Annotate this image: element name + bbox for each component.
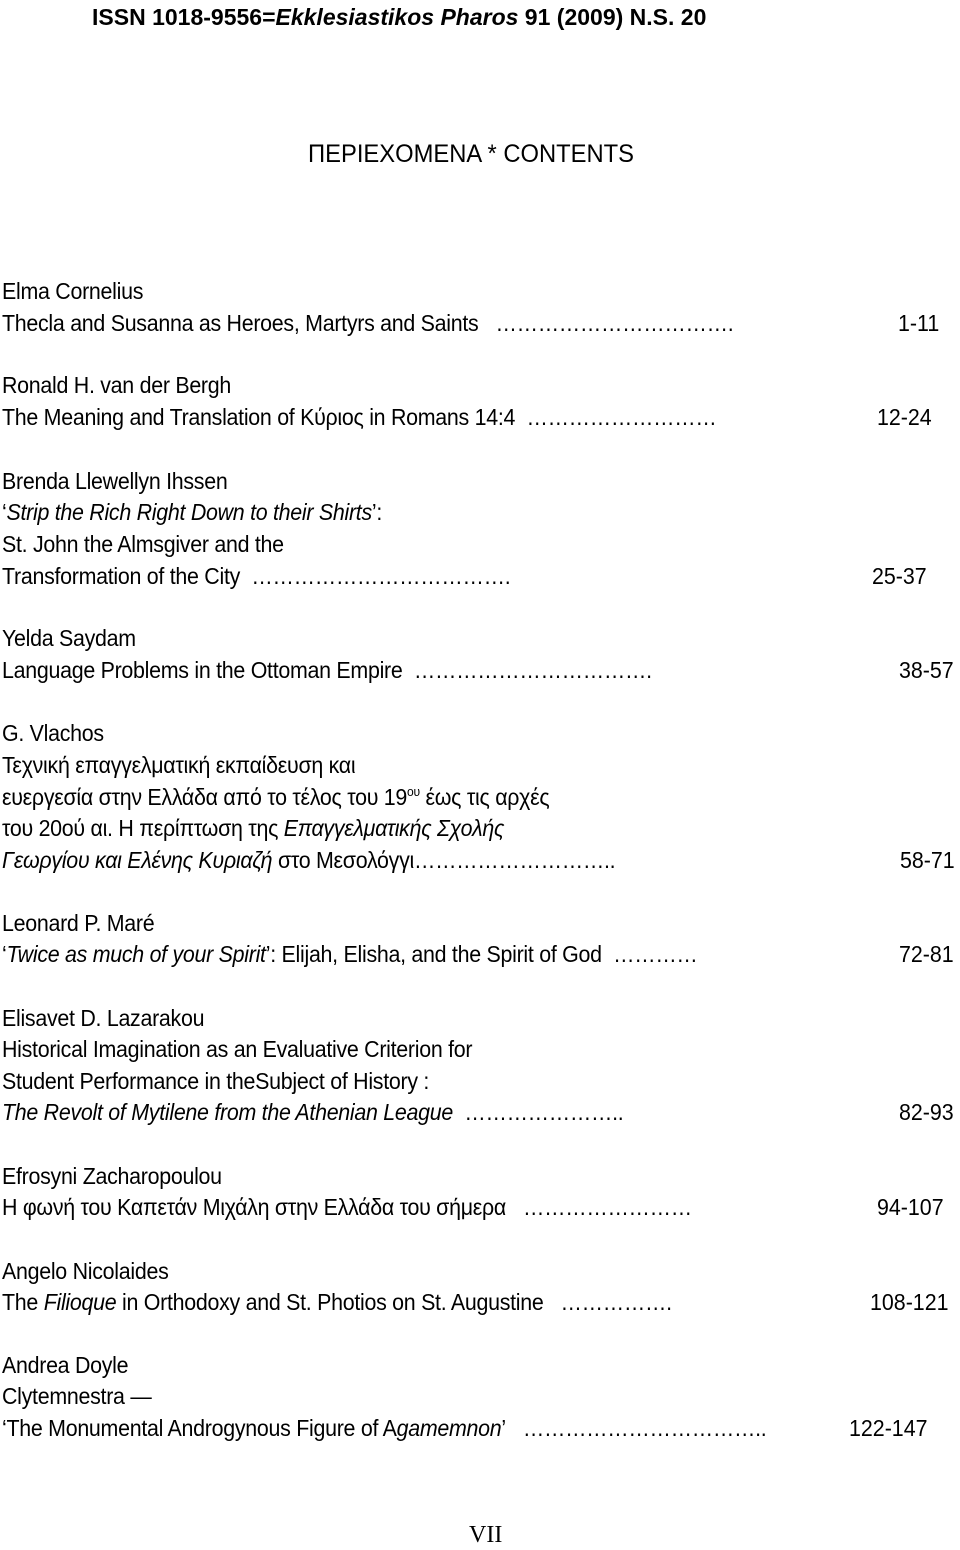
issn: ISSN 1018-9556= [92,4,276,30]
entry-pages: 58-71 [900,847,955,873]
issue-info: 91 (2009) N.S. 20 [518,4,707,30]
entry-title: Language Problems in the Ottoman Empire ……………………………. [2,657,652,683]
entry-title-line: Γεωργίου και Ελένης Κυριαζή στο Μεσολόγγι……………………….. [2,847,616,873]
entry-author: Elisavet D. Lazarakou [2,1005,205,1031]
entry-title-line: St. John the Almsgiver and the [2,531,284,557]
entry-title-line: Transformation of the City ………………………………. [2,563,511,589]
entry-pages: 108-121 [870,1289,949,1315]
entry-pages: 38-57 [899,657,954,683]
entry-title: Historical Imagination as an Evaluative Criterion for [2,1036,473,1062]
entry-title: Thecla and Susanna as Heroes, Martyrs and Saints ……………………………. [2,310,734,336]
entry-pages: 122-147 [849,1415,928,1441]
entry-title: ‘Twice as much of your Spirit’: Elijah, Elisha, and the Spirit of God ………… [2,941,698,967]
leader-dots: ……………………………. [495,310,734,336]
journal-header [92,2,706,32]
entry-author: Angelo Nicolaides [2,1258,169,1284]
entry-pages: 94-107 [877,1194,944,1220]
entry-title-line: The Revolt of Mytilene from the Athenian League ………………….. [2,1099,624,1125]
leader-dots: …………………………….. [522,1415,767,1441]
entry-title-line: του 20ού αι. Η περίπτωση της Επαγγελματικής Σχολής [2,815,505,841]
page-title: ΠΕΡΙΕΧΟΜΕΝΑ * CONTENTS [308,140,634,168]
entry-title: ‘Strip the Rich Right Down to their Shirts’: [2,499,383,525]
entry-author: Efrosyni Zacharopoulou [2,1163,222,1189]
entry-pages: 12-24 [877,404,932,430]
entry-title: The Meaning and Translation of Κύριος in Romans 14:4 ……………………… [2,404,717,430]
journal-name: Ekklesiastikos Pharos [275,4,519,30]
entry-author: Leonard P. Maré [2,910,155,936]
leader-dots: ………………………………. [251,563,511,589]
entry-author: Andrea Doyle [2,1352,129,1378]
leader-dots: ……………………………. [413,657,652,683]
leader-dots: ……………………… [526,404,717,430]
leader-dots: ……………. [560,1289,672,1315]
leader-dots: ………………….. [464,1099,624,1125]
entry-title: Τεχνική επαγγελματική εκπαίδευση και [2,752,356,778]
entry-author: Yelda Saydam [2,625,136,651]
entry-pages: 25-37 [872,563,927,589]
entry-title-line: Student Performance in theSubject of History : [2,1068,430,1094]
entry-title-line: ‘The Monumental Androgynous Figure of Agamemnon’ …………………………….. [2,1415,767,1441]
entry-title: Clytemnestra — [2,1383,152,1409]
leader-dots: ……………………….. [413,847,616,873]
entry-title: Η φωνή του Καπετάν Μιχάλη στην Ελλάδα του σήμερα …………………… [2,1194,692,1220]
entry-author: Brenda Llewellyn Ihssen [2,468,228,494]
entry-author: Ronald H. van der Bergh [2,372,232,398]
entry-pages: 72-81 [899,941,954,967]
page-number: VII [469,1522,503,1548]
leader-dots: …………………… [523,1194,692,1220]
entry-pages: 1-11 [898,310,940,336]
entry-author: G. Vlachos [2,720,104,746]
entry-author: Elma Cornelius [2,278,144,304]
entry-title-line: ευεργεσία στην Ελλάδα από το τέλος του $19^{o\upsilon}$ έως τις αρχές [2,784,550,810]
leader-dots: ………… [613,941,698,967]
entry-pages: 82-93 [899,1099,954,1125]
entry-title: The Filioque in Orthodoxy and St. Photios on St. Augustine ……………. [2,1289,672,1315]
